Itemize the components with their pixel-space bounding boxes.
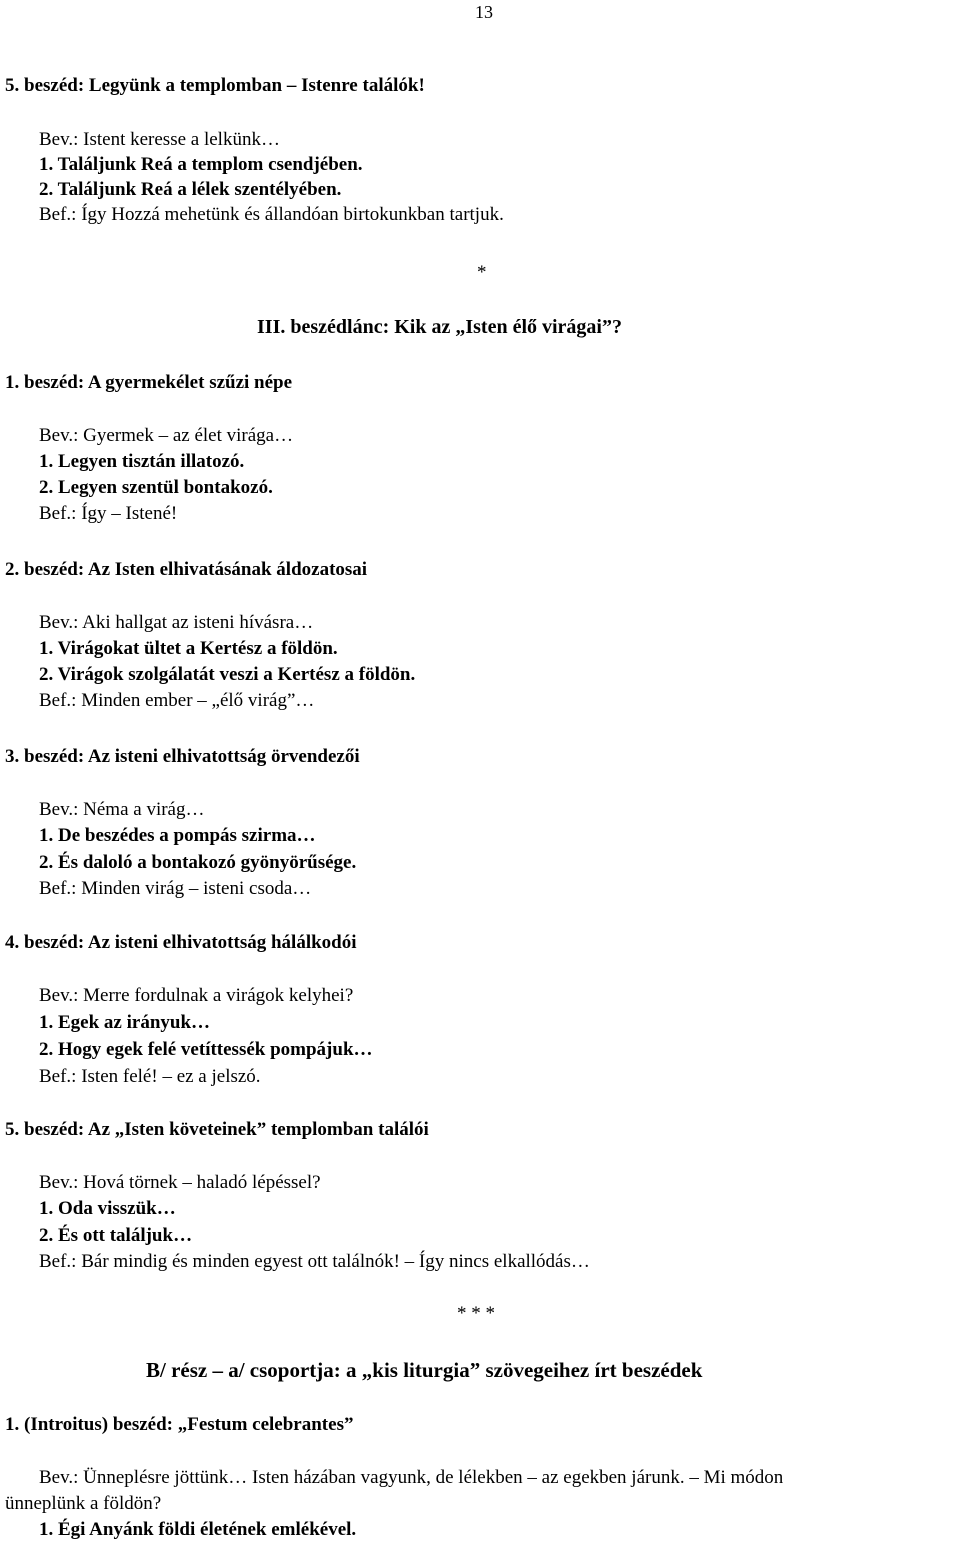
speech-point-2: 2. És daloló a bontakozó gyönyörűsége.	[39, 852, 357, 873]
introitus-title: 1. (Introitus) beszéd: „Festum celebrantes”	[5, 1414, 354, 1435]
speech-title: 2. beszéd: Az Isten elhivatásának áldozatosai	[5, 559, 368, 580]
speech-bef: Bef.: Minden virág – isteni csoda…	[39, 878, 312, 899]
speech-bev: Bev.: Néma a virág…	[39, 799, 205, 820]
introitus-point-1: 1. Égi Anyánk földi életének emlékével.	[39, 1519, 357, 1540]
speech-point-2: 2. Legyen szentül bontakozó.	[39, 477, 273, 498]
speech-title: 4. beszéd: Az isteni elhivatottság hálálkodói	[5, 932, 357, 953]
speech-point-2: 2. Hogy egek felé vetíttessék pompájuk…	[39, 1039, 373, 1060]
speech-bev: Bev.: Hová törnek – haladó lépéssel?	[39, 1172, 321, 1193]
speech-bev: Bev.: Aki hallgat az isteni hívásra…	[39, 612, 314, 633]
speech-point-2: 2. Találjunk Reá a lélek szentélyében.	[39, 179, 342, 200]
part-title: B/ rész – a/ csoportja: a „kis liturgia” szövegeihez írt beszédek	[146, 1358, 703, 1382]
chain-title: III. beszédlánc: Kik az „Isten élő virágai”?	[257, 316, 622, 338]
speech-bef: Bef.: Bár mindig és minden egyest ott találnók! – Így nincs elkallódás…	[39, 1251, 590, 1272]
speech-title: 3. beszéd: Az isteni elhivatottság örvendezői	[5, 746, 360, 767]
speech-title: 5. beszéd: Az „Isten követeinek” templomban találói	[5, 1119, 429, 1140]
separator-asterisk: *	[477, 262, 487, 283]
page-number: 13	[475, 2, 493, 22]
speech-bef: Bef.: Minden ember – „élő virág”…	[39, 690, 315, 711]
introitus-bev-continued: ünneplünk a földön?	[5, 1493, 162, 1514]
speech-point-1: 1. De beszédes a pompás szirma…	[39, 825, 316, 846]
separator-asterisks: * * *	[457, 1303, 495, 1324]
speech-point-1: 1. Találjunk Reá a templom csendjében.	[39, 154, 363, 175]
speech-point-1: 1. Oda visszük…	[39, 1198, 176, 1219]
introitus-bev: Bev.: Ünneplésre jöttünk… Isten házában vagyunk, de lélekben – az egekben járunk. – Mi módon	[39, 1467, 784, 1488]
speech-bef: Bef.: Így – Istené!	[39, 503, 178, 524]
speech-point-1: 1. Egek az irányuk…	[39, 1012, 211, 1033]
speech-point-1: 1. Virágokat ültet a Kertész a földön.	[39, 638, 338, 659]
speech-point-2: 2. Virágok szolgálatát veszi a Kertész a földön.	[39, 664, 416, 685]
speech-point-2: 2. És ott találjuk…	[39, 1225, 193, 1246]
speech-title: 1. beszéd: A gyermekélet szűzi népe	[5, 372, 293, 393]
speech-bev: Bev.: Istent keresse a lelkünk…	[39, 129, 280, 150]
speech-bev: Bev.: Merre fordulnak a virágok kelyhei?	[39, 985, 354, 1006]
speech-title: 5. beszéd: Legyünk a templomban – Istenre találók!	[5, 75, 425, 96]
speech-bef: Bef.: Így Hozzá mehetünk és állandóan birtokunkban tartjuk.	[39, 204, 504, 225]
speech-point-1: 1. Legyen tisztán illatozó.	[39, 451, 245, 472]
speech-bef: Bef.: Isten felé! – ez a jelszó.	[39, 1066, 261, 1087]
speech-bev: Bev.: Gyermek – az élet virága…	[39, 425, 294, 446]
